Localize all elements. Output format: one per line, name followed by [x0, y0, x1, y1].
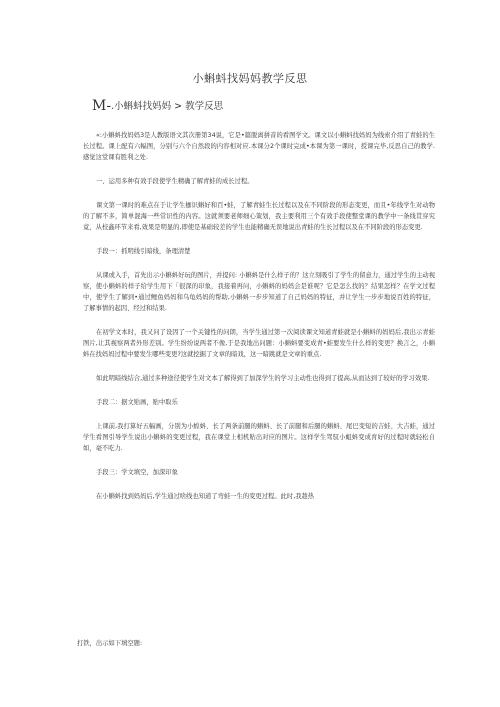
closing-line: 打铁，出示如下填空题: [77, 640, 143, 647]
paragraph-method-three-body: 在小蝌蚪找到妈妈后,学生通过啥线也知道了弯蛙一生的变更过程。此时,我趁热 [96, 493, 315, 500]
paragraph-difficulty: 课文第一课时的难点在于让学生枷识蝌好和百•蛙，了解青蛙生长过程以及在不同阶段的形态变更，而且•年线学生对动物的了解不多，简单混海一些常识性的内容。这就须要老师细心策划，我主要利用三个有效手段使整堂课的教学中一条线贯穿究竟，从校鑫环节来看,效果是明显的,即使是基础较差的学生也能精确无误地说出青蛙的生长过程以及在不同阶段的形态变更. [83, 202, 435, 231]
paragraph-method-two: 手段二：据文贴画，贴中取乐 [96, 399, 178, 406]
heading-text: .小蝌蚪找妈妈 > 教学反思 [111, 101, 224, 112]
paragraph-method-three: 手段三：学文填空，加深印象 [96, 469, 178, 476]
section-heading [92, 98, 223, 114]
paragraph-intro: «:小蝌蚪找妈妈3是人教版语文其次册第34说，它是•篇脱离拼音的看图学文。课文以小蝌蚪找妈妈为线索介绍了青蛙的生长过程。课上配有六幅图，分别与六个自然段的内容相对应.本课分2个课时完成•本课为第一课时，授课完毕,反思自己的教学.感觉这堂课有胜利之处. [83, 132, 435, 161]
paragraph-summary: 如此明暗线结合,通过多种途径使学生对文本了解得到了加深学生的学习主动性也得到了提高,从而达到了较好的学习效果. [96, 375, 430, 382]
paragraph-method-two-body: 上课前,我打算好五幅画，分别为小蝗蚪、长了两条前腿的蝌蚪、长了前腿和后腿的蝌蚪、尾巴变短的吉蛙、大吉蛙，通过学生看图引导学生说出小蝌蚪的变更过程，我在课堂上相机贴出对应的图片。这样学生驾驭小蛆蚪变成育好的过程时就轻松自如，毫不吃力. [83, 423, 435, 452]
paragraph-section-one: 一、运用多种有效手段使学生精确了解青蛙的成长过程。 [96, 178, 254, 185]
paragraph-method-one-body: 从课或入手，首先出示小蝌蚪好玩的图片，并提问: 小蝌蚪是什么样子的？这立刻吸引了学生的留意力，通过学生的主动视察，使小蝌蚪的样子给学生用下「很深的印象，我接着再问，小蝌蚪的妈妈会是谁呢？它是怎么找的？结果怎样？在学文过程中，使学生了解到•通过鲤鱼妈妈和乌龟妈妈的帮助,小蝌蚪一步步知道了自己妈妈的特征，并让学生一步步地说百姓的特征，了解事情的起因、经过和结果. [83, 272, 435, 312]
document-title: 小蝌蚪找妈妈教学反思 [192, 72, 308, 85]
paragraph-question: 在初学文本时，我又问了设因了一个关键性的问朗，当学生通过第一次阅读课文知道青蛙就是小蝌蚪的妈妈后,我出示青蛙图片,让其视察两者外形差别。学生纷纷说两者不像,于是我地出问题：小蝌蚪要变成青•蛙要发生什么样的变更？换言之，小蝌蚪在找妈妈过程中要发生哪些变更?这就挖掘了文章的暗戏，这一暗跳就是文章的重点. [83, 329, 435, 358]
document-body [83, 130, 435, 502]
paragraph-method-one: 手段一：抓明线引暗线，条理清楚 [96, 248, 191, 255]
heading-prefix: M- [92, 98, 112, 114]
